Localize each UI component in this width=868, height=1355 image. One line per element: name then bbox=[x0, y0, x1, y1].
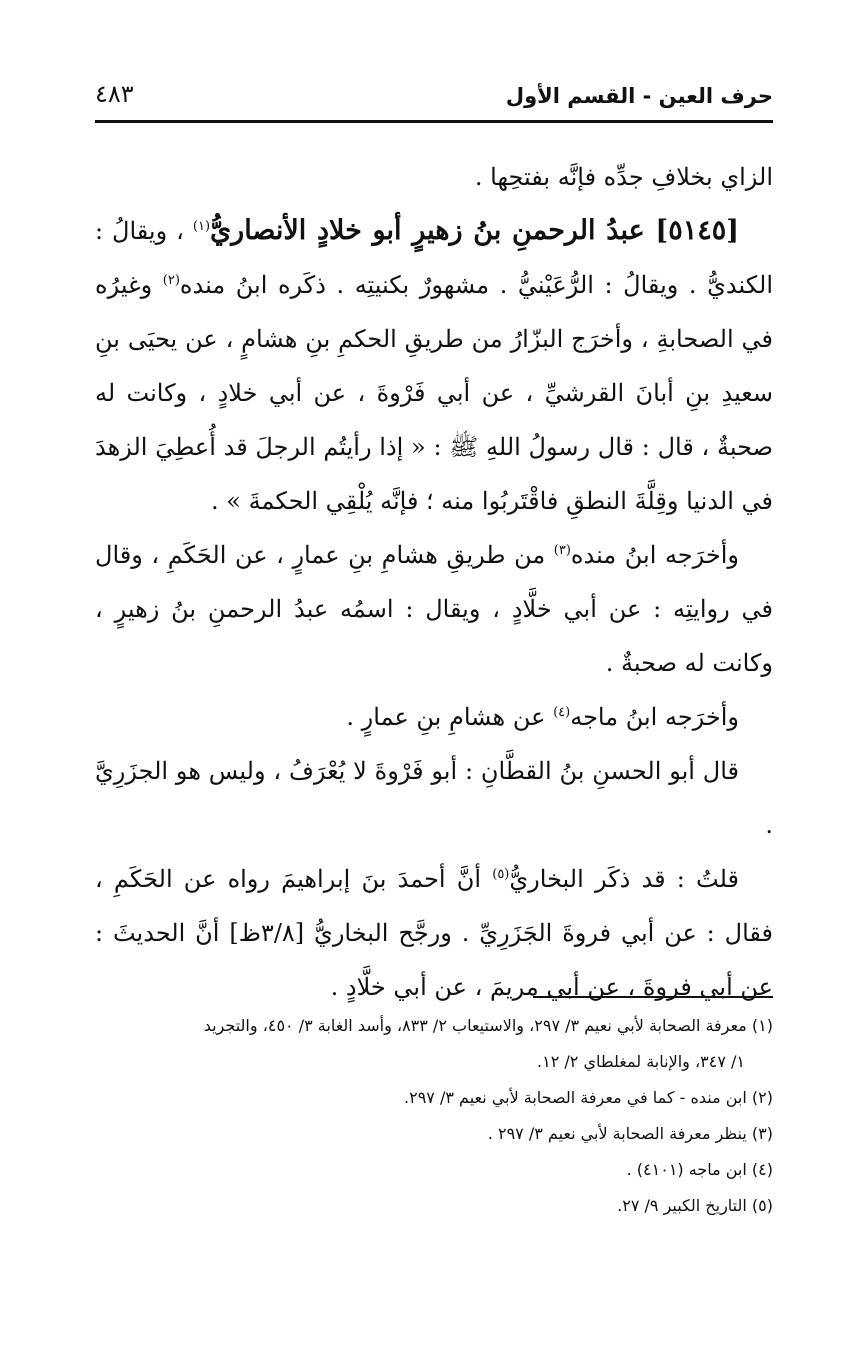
footnote: (٤) ابن ماجه (٤١٠١) . bbox=[626, 1160, 773, 1179]
footnote-ref: (٢) bbox=[162, 273, 180, 288]
paragraph: قال أبو الحسنِ بنُ القطَّانِ : أبو فَرْوةَ لا يُعْرَفُ ، وليس هو الجزَرِيَّ . bbox=[95, 757, 773, 839]
header-rule bbox=[95, 120, 773, 123]
footnote: (١) معرفة الصحابة لأبي نعيم ٣/ ٢٩٧، والاستيعاب ٢/ ٨٣٣، وأسد الغابة ٣/ ٤٥٠، والتجريد bbox=[203, 1016, 773, 1035]
paragraph-text: وأخرَجه ابنُ منده bbox=[570, 541, 739, 569]
footnote-rule bbox=[533, 996, 773, 998]
paragraph bbox=[95, 852, 773, 1014]
paragraph-text: أنَّ أحمدَ بنَ إبراهيمَ رواه عن الحَكَمِ ، فقال : عن أبي فروةَ الجَزَرِيِّ . ورجَّح البخاريُّ [٣/٨ظ] أنَّ الحديثَ : عن أبي فروةَ ، عن أبي مريمَ ، عن أبي خلَّادٍ . bbox=[95, 865, 774, 1001]
paragraph bbox=[95, 528, 773, 690]
page-number: ٤٨٣ bbox=[95, 80, 134, 108]
footnote-ref: (٥) bbox=[492, 867, 510, 882]
footnote-ref: (١) bbox=[192, 219, 211, 234]
entry-text: ، ويقالُ : الكنديُّ . ويقالُ : الرُّعَيْنيُّ . مشهورٌ بكنيتِه . ذكَره ابنُ منده bbox=[95, 217, 773, 299]
footnote: (٢) ابن منده - كما في معرفة الصحابة لأبي نعيم ٣/ ٢٩٧. bbox=[404, 1088, 773, 1107]
paragraph-text: عن هشامِ بنِ عمارٍ . bbox=[346, 703, 554, 731]
header-title: حرف العين - القسم الأول bbox=[505, 84, 773, 108]
paragraph bbox=[95, 690, 773, 744]
footnote-ref: (٤) bbox=[553, 705, 571, 720]
running-header bbox=[95, 68, 773, 108]
footnote-ref: (٣) bbox=[553, 543, 571, 558]
footnote: (٥) التاريخ الكبير ٩/ ٢٧. bbox=[617, 1196, 773, 1215]
paragraph-continuation: الزاي بخلافِ جدِّه فإنَّه بفتحِها . bbox=[474, 163, 773, 191]
entry-paragraph bbox=[95, 204, 773, 528]
paragraph-text: من طريقِ هشامِ بنِ عمارٍ ، عن الحَكَمِ ، وقال في روايتِه : عن أبي خلَّادٍ ، ويقال : اسمُه عبدُ الرحمنِ بنُ زهيرٍ ، وكانت له صحبةٌ . bbox=[95, 541, 773, 677]
main-text bbox=[95, 150, 773, 1014]
footnote: (٣) ينظر معرفة الصحابة لأبي نعيم ٣/ ٢٩٧ . bbox=[487, 1124, 773, 1143]
paragraph-text: قلتُ : قد ذكَر البخاريُّ bbox=[509, 865, 739, 893]
footnotes bbox=[95, 1008, 773, 1224]
paragraph-text: وأخرَجه ابنُ ماجه bbox=[570, 703, 739, 731]
entry-text: وغيرُه في الصحابةِ ، وأخرَج البزّارُ من طريقِ الحكمِ بنِ هشامٍ ، عن يحيَى بنِ سعيدِ بنِ أبانَ القرشيِّ ، عن أبي فَرْوةَ ، عن أبي خلادٍ ، وكانت له صحبةٌ ، قال : قال رسولُ اللهِ ﷺ : « إذا رأيتُم الرجلَ قد أُعطِيَ الزهدَ في الدنيا وقِلَّةَ النطقِ فاقْتَربُوا منه ؛ فإنَّه يُلْقِي الحكمةَ » . bbox=[95, 271, 773, 515]
footnote-continuation: ١/ ٣٤٧، والإنابة لمغلطاي ٢/ ١٢. bbox=[537, 1052, 745, 1071]
entry-heading: [٥١٤٥] عبدُ الرحمنِ بنُ زهيرٍ أبو خلادٍ الأنصاريُّ bbox=[210, 215, 739, 246]
